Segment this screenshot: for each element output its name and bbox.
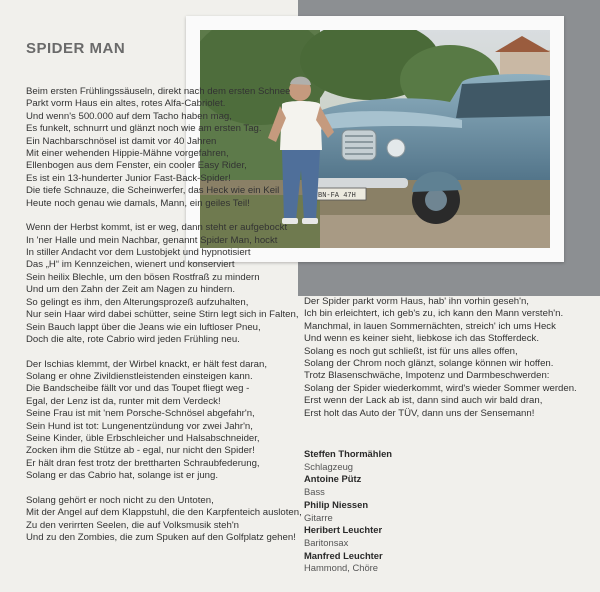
lyric-line: Wenn der Herbst kommt, ist er weg, dann steht er aufgebockt: [26, 222, 288, 234]
lyric-line: In 'ner Halle und mein Nachbar, genannt Spider Man, hockt: [26, 234, 278, 246]
lyric-line: Egal, der Lenz ist da, runter mit dem Verdeck!: [26, 395, 221, 407]
lyric-line: Erst holt das Auto der TÜV, dann uns der Sensemann!: [304, 407, 535, 419]
lyric-line: Solang es noch gut schließt, ist für uns alles offen,: [304, 345, 518, 357]
lyric-line: Mit einer wehenden Hippie-Mähne vorgefahren,: [26, 148, 229, 160]
lyric-line: Es funkelt, schnurrt und glänzt noch wie am ersten Tag.: [26, 123, 262, 135]
lyric-line: Ich bin erleichtert, ich geb's zu, ich kann den Mann versteh'n.: [304, 308, 564, 320]
lyric-line: Heute noch genau wie damals, Mann, ein geiles Teil!: [26, 197, 250, 209]
musician-name: Antoine Pütz: [304, 473, 362, 485]
musician-name: Philip Niessen: [304, 498, 369, 510]
lyric-line: Er hält dran fest trotz der brettharten Schraubfederung,: [26, 457, 260, 469]
lyric-line: Die tiefe Schnauze, die Scheinwerfer, das Heck wie ein Keil: [26, 185, 280, 197]
song-title: SPIDER MAN: [26, 40, 126, 57]
lyric-line: So gelingt es ihm, den Alterungsprozeß aufzuhalten,: [26, 296, 249, 308]
musician-name: Manfred Leuchter: [304, 549, 383, 561]
lyric-line: Solang der Spider wiederkommt, wird's wieder Sommer werden.: [304, 382, 577, 394]
lyric-line: Solang er ohne Zivildienstleistenden einsteigen kann.: [26, 370, 253, 382]
stanza: [304, 296, 577, 420]
lyric-line: Sein Bauch lappt über die Jeans wie ein luftloser Pneu,: [26, 321, 261, 333]
musician-name: Steffen Thormählen: [304, 448, 393, 459]
stanza: [26, 495, 302, 545]
musician-name: Heribert Leuchter: [304, 524, 383, 536]
lyric-line: Nur sein Haar wird dabei schütter, seine Stirn legt sich in Falten,: [26, 309, 299, 321]
lyric-line: Sein Hund ist tot: Lungenentzündung vor zwei Jahr'n,: [26, 420, 253, 432]
lyric-line: Trotz Blasenschwäche, Impotenz und Darmbeschwerden:: [304, 370, 550, 382]
lyric-line: Das „H“ im Kennzeichen, wienert und konserviert: [26, 259, 235, 271]
stanza: [26, 359, 302, 483]
lyric-line: Und wenn es keiner sieht, liebkose ich das Stofferdeck.: [304, 333, 539, 345]
lyric-line: In stiller Andacht vor dem Lustobjekt und hypnotisiert: [26, 247, 251, 259]
lyric-line: Der Spider parkt vorm Haus, hab' ihn vorhin geseh'n,: [304, 296, 529, 307]
lyric-line: Beim ersten Frühlingssäuseln, direkt nach dem ersten Schnee: [26, 86, 291, 97]
lyrics-left-column: [26, 86, 302, 557]
lyric-line: Es ist ein 13-hunderter Junior Fast-Back-Spider!: [26, 172, 231, 184]
lyric-line: Sein heilix Blechle, um den bösen Rostfraß zu mindern: [26, 271, 260, 283]
stanza: [26, 222, 302, 346]
lyric-line: Manchmal, in lauen Sommernächten, streich' ich ums Heck: [304, 320, 556, 332]
lyric-line: Ein Nachbarschnösel ist damit vor 40 Jahren: [26, 135, 217, 147]
lyrics-right-column: [304, 296, 577, 432]
lyric-line: Solang gehört er noch nicht zu den Untoten,: [26, 494, 214, 506]
musician-role: Schlagzeug: [304, 460, 353, 472]
lyric-line: Zu den verirrten Seelen, die auf Volksmusik steh'n: [26, 519, 240, 531]
musician-role: Bass: [304, 486, 325, 498]
lyric-line: Mit der Angel auf dem Klappstuhl, die den Karpfenteich ausloten,: [26, 507, 302, 519]
lyric-line: Und um den Zahn der Zeit am Nagen zu hindern.: [26, 284, 236, 296]
musician-role: Hammond, Chöre: [304, 562, 378, 574]
musician-role: Baritonsax: [304, 536, 349, 548]
lyric-line: Doch die alte, rote Cabrio wird jeden Frühling neu.: [26, 333, 240, 345]
lyric-line: Parkt vorm Haus ein altes, rotes Alfa-Cabriolet.: [26, 98, 226, 110]
lyric-line: Solang er das Cabrio hat, solange ist er jung.: [26, 470, 218, 482]
lyric-line: Zocken ihm die Stütze ab - egal, nur nicht den Spider!: [26, 445, 255, 457]
lyric-line: Seine Frau ist mit 'nem Porsche-Schnösel abgefahr'n,: [26, 408, 255, 420]
lyric-line: Die Bandscheibe fällt vor und das Toupet fliegt weg -: [26, 383, 250, 395]
lyric-line: Und wenn's 500.000 auf dem Tacho haben mag,: [26, 110, 232, 122]
band-credits: [304, 448, 392, 575]
musician-role: Gitarre: [304, 511, 333, 523]
lyric-line: Und zu den Zombies, die zum Spuken auf den Golfplatz gehen!: [26, 531, 296, 543]
lyric-line: Seine Kinder, üble Erbschleicher und Halsabschneider,: [26, 432, 260, 444]
lyric-line: Erst wenn der Lack ab ist, dann sind auch wir bald dran,: [304, 395, 543, 407]
license-plate: BN-FA 47H: [318, 192, 356, 200]
lyric-line: Der Ischias klemmt, der Wirbel knackt, er hält fest daran,: [26, 358, 267, 370]
lyric-line: Ellenbogen aus dem Fenster, ein cooler Easy Rider,: [26, 160, 247, 172]
stanza: [26, 86, 302, 210]
lyric-line: Solang der Chrom noch glänzt, solange können wir hoffen.: [304, 358, 554, 370]
